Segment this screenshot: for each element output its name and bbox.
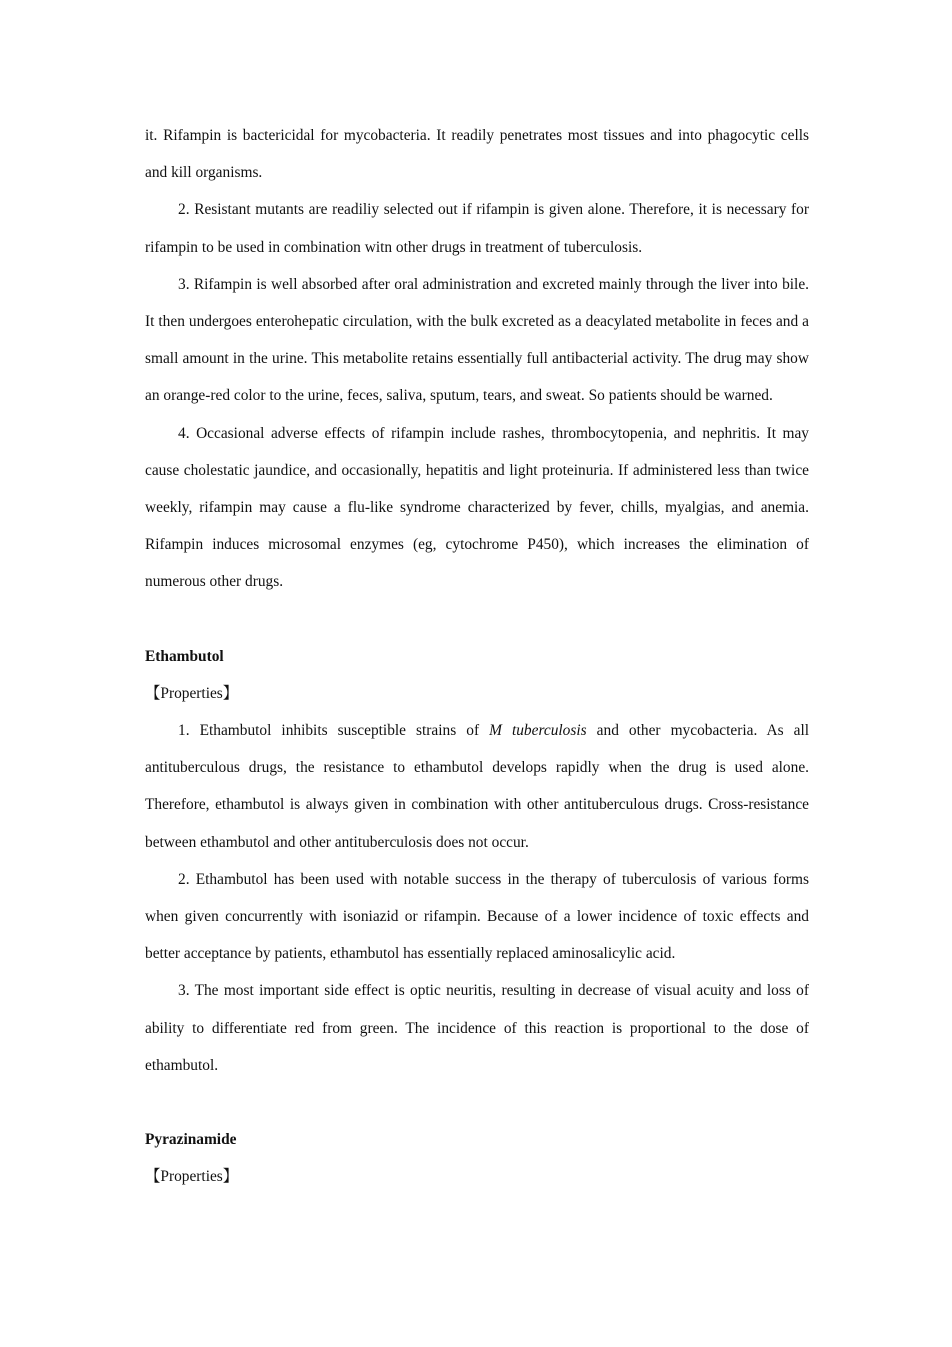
ethambutol-heading: Ethambutol bbox=[145, 647, 224, 665]
rifampin-point-4: 4. Occasional adverse effects of rifampin include rashes, thrombocytopenia, and nephritis. It may cause cholestatic jaundice, and occasionally, hepatitis and light proteinuria. If administered less than twice weekly, rifampin may cause a flu-like syndrome characterized by fever, chills, myalgias, and anemia. Rifampin induces microsomal enzymes (eg, cytochrome P450), which increases the elimination of numerous other drugs. bbox=[145, 424, 809, 591]
ethambutol-point-1-start: 1. Ethambutol inhibits susceptible strains of bbox=[178, 722, 490, 740]
rifampin-continued-paragraph: it. Rifampin is bactericidal for mycobacteria. It readily penetrates most tissues and into phagocytic cells and kill organisms. bbox=[145, 127, 809, 182]
page-body bbox=[145, 117, 809, 1195]
rifampin-point-3: 3. Rifampin is well absorbed after oral administration and excreted mainly through the liver into bile. It then undergoes enterohepatic circulation, with the bulk excreted as a deacylated metabolite in feces and a small amount in the urine. This metabolite retains essentially full antibacterial activity. The drug may show an orange-red color to the urine, feces, saliva, sputum, tears, and sweat. So patients should be warned. bbox=[145, 275, 809, 405]
rifampin-point-2: 2. Resistant mutants are readiliy selected out if rifampin is given alone. Therefore, it is necessary for rifampin to be used in combination witn other drugs in treatment of tuberculosis. bbox=[145, 201, 809, 256]
ethambutol-point-3: 3. The most important side effect is optic neuritis, resulting in decrease of visual acuity and loss of ability to differentiate red from green. The incidence of this reaction is proportional to the dose of ethambutol. bbox=[145, 982, 809, 1074]
ethambutol-point-2: 2. Ethambutol has been used with notable success in the therapy of tuberculosis of various forms when given concurrently with isoniazid or rifampin. Because of a lower incidence of toxic effects and better acceptance by patients, ethambutol has essentially replaced aminosalicylic acid. bbox=[145, 870, 809, 963]
organism-name: M tuberculosis bbox=[489, 722, 587, 740]
ethambutol-point-1-end: and other mycobacteria. As all antituberculous drugs, the resistance to ethambutol develops rapidly when the drug is used alone. Therefore, ethambutol is always given in combination with other antituberculous drugs. Cross-resistance between ethambutol and other antituberculosis does not occur. bbox=[145, 722, 810, 851]
pyrazinamide-properties-label: 【Properties】 bbox=[145, 1168, 239, 1186]
pyrazinamide-heading: Pyrazinamide bbox=[145, 1131, 237, 1149]
ethambutol-point-1 bbox=[145, 712, 809, 861]
ethambutol-properties-label: 【Properties】 bbox=[145, 684, 239, 702]
